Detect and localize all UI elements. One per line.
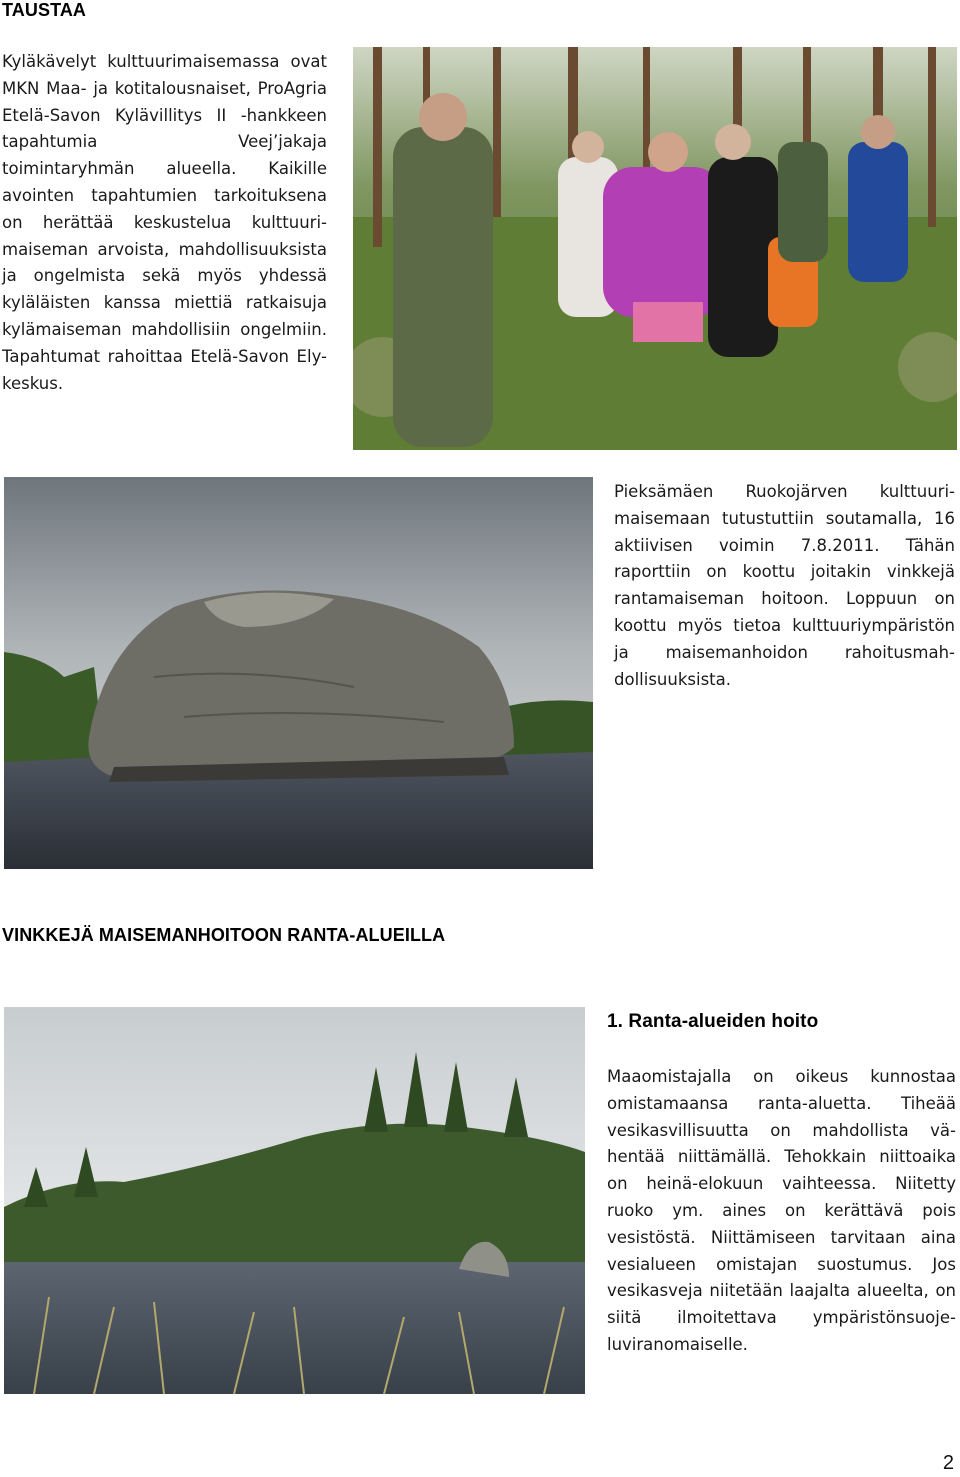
section-heading-vinkkeja: VINKKEJÄ MAISEMANHOITOON RANTA-ALUEILLA [2, 925, 446, 945]
photo-boulder-in-lake [4, 477, 593, 869]
page-number: 2 [942, 1452, 954, 1474]
section-heading-taustaa: TAUSTAA [2, 0, 87, 20]
photo-group-in-forest [353, 47, 957, 450]
ranta-alueiden-hoito-paragraph: Maaomistajalla on oikeus kunnostaa omistamaansa ranta-aluetta. Tiheää vesikasvillisuutta on mahdollista vähentää niittämällä. Tehokkain niittoaika on heinä-elokuun vaihteessa. Niitetty ruoko ym. aines on kerättävä pois vesistöstä. Niittämiseen tarvitaan aina vesialueen omistajan suostumus. Jos vesikasveja niitetään laajalta alueelta, on siitä ilmoitettava ympäristönsuojeluviranomaiselle. [607, 1067, 956, 1354]
photo-reedy-shoreline [4, 1007, 585, 1394]
intro-paragraph: Kyläkävelyt kulttuurimaisemassa ovat MKN Maa- ja kotitalousnaiset, ProAgria Etelä-Savon Kylävillitys II -hankkeen tapahtumia Veej’jakaja toimintaryhmän alueella. Kaikille avointen tapahtumien tarkoituksena on herättää keskustelua kulttuurimaiseman arvoista, mahdollisuuksista ja ongelmista sekä myös yhdessä kyläläisten kanssa miettiä ratkaisuja kylämaiseman mahdollisiin ongelmiin. Tapahtumat rahoittaa Etelä-Savon Ely-keskus. [2, 52, 327, 393]
subheading-ranta-alueiden-hoito: 1. Ranta-alueiden hoito [607, 1011, 819, 1032]
ruokojarvi-paragraph: Pieksämäen Ruokojärven kulttuurimaisemaan tutustuttiin soutamalla, 16 aktiivisen voimin 7.8.2011. Tähän raporttiin on koottu joitakin vinkkejä rantamaiseman hoitoon. Loppuun on koottu myös tietoa kulttuuriympäristön ja maisemanhoidon rahoitusmahdollisuuksista. [614, 482, 955, 689]
